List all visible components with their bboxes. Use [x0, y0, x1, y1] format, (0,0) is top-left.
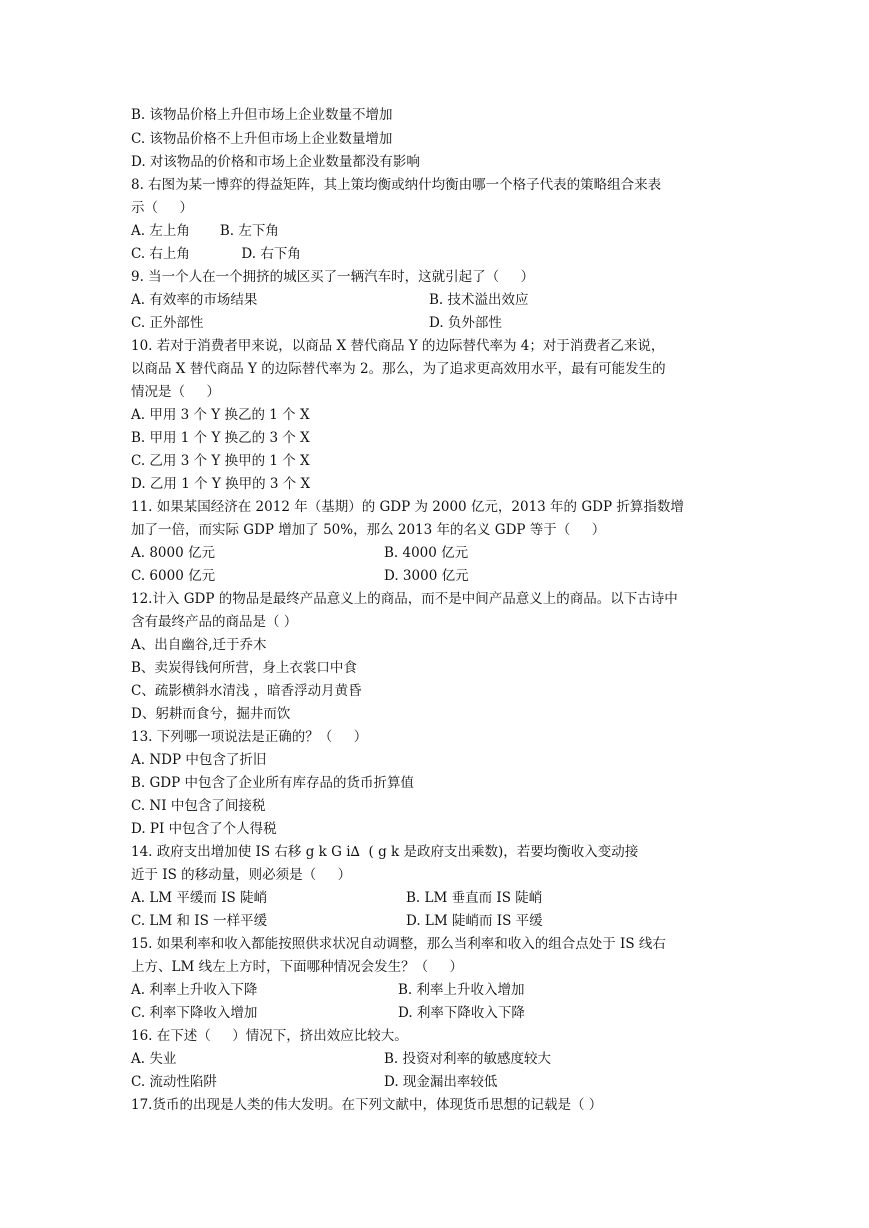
text-line: 9. 当一个人在一个拥挤的城区买了一辆汽车时，这就引起了（ ）: [131, 269, 535, 285]
text-line: 加了一倍，而实际 GDP 增加了 50%，那么 2013 年的名义 GDP 等于（ ）: [131, 522, 606, 538]
text-line: C、疏影横斜水清浅 ，暗香浮动月黄昏: [131, 683, 362, 699]
text-line: 以商品 X 替代商品 Y 的边际替代率为 2。那么，为了追求更高效用水平，最有可能发生的: [131, 361, 666, 377]
text-line: A. 失业: [131, 1051, 177, 1067]
text-line: B、卖炭得钱何所营，身上衣裳口中食: [131, 660, 357, 676]
option-right-column: B. 投资对利率的敏感度较大: [384, 1051, 552, 1067]
text-line: C. LM 和 IS 一样平缓: [131, 913, 268, 929]
option-right-column: D. 利率下降收入下降: [398, 1005, 525, 1021]
text-line: D. PI 中包含了个人得税: [131, 821, 277, 837]
text-line: 14. 政府支出增加使 IS 右移 g k G i∆ ( g k 是政府支出乘数)，若要均衡收入变动接: [131, 844, 639, 860]
text-line: A. 左上角 B. 左下角: [131, 223, 279, 239]
text-line: B. GDP 中包含了企业所有库存品的货币折算值: [131, 775, 414, 791]
text-line: A. 利率上升收入下降: [131, 982, 258, 998]
text-line: 11. 如果某国经济在 2012 年（基期）的 GDP 为 2000 亿元，2013 年的 GDP 折算指数增: [131, 499, 684, 515]
text-line: 8. 右图为某一博弈的得益矩阵，其上策均衡或纳什均衡由哪一个格子代表的策略组合来表: [131, 177, 662, 193]
text-line: C. 右上角 D. 右下角: [131, 246, 301, 262]
text-line: D. 对该物品的价格和市场上企业数量都没有影响: [131, 154, 420, 170]
option-right-column: B. 技术溢出效应: [429, 292, 529, 308]
text-line: B. 该物品价格上升但市场上企业数量不增加: [131, 107, 393, 123]
text-line: 16. 在下述（ ）情况下，挤出效应比较大。: [131, 1028, 408, 1044]
text-line: A. 甲用 3 个 Y 换乙的 1 个 X: [131, 407, 310, 423]
text-line: B. 甲用 1 个 Y 换乙的 3 个 X: [131, 430, 310, 446]
option-right-column: D. 负外部性: [429, 315, 502, 331]
text-line: A. NDP 中包含了折旧: [131, 752, 267, 768]
text-line: C. NI 中包含了间接税: [131, 798, 266, 814]
text-line: 17.货币的出现是人类的伟大发明。在下列文献中，体现货币思想的记载是（ ）: [131, 1097, 603, 1113]
text-line: A. LM 平缓而 IS 陡峭: [131, 890, 268, 906]
text-line: 15. 如果利率和收入都能按照供求状况自动调整，那么当利率和收入的组合点处于 IS 线右: [131, 936, 666, 952]
option-right-column: D. 3000 亿元: [384, 568, 469, 584]
option-right-column: D. LM 陡峭而 IS 平缓: [406, 913, 543, 929]
text-line: 含有最终产品的商品是（ ）: [131, 614, 298, 630]
text-line: C. 利率下降收入增加: [131, 1005, 258, 1021]
option-right-column: D. 现金漏出率较低: [384, 1074, 498, 1090]
text-line: 近于 IS 的移动量，则必须是（ ）: [131, 867, 352, 883]
text-line: 示（ ）: [131, 200, 193, 216]
option-right-column: B. 4000 亿元: [384, 545, 469, 561]
text-line: D. 乙用 1 个 Y 换甲的 3 个 X: [131, 476, 311, 492]
text-line: D、躬耕而食兮，掘井而饮: [131, 706, 291, 722]
option-right-column: B. LM 垂直而 IS 陡峭: [406, 890, 543, 906]
text-line: A、出自幽谷,迁于乔木: [131, 637, 267, 653]
text-line: 12.计入 GDP 的物品是最终产品意义上的商品，而不是中间产品意义上的商品。以下古诗中: [131, 591, 678, 607]
text-line: 情况是（ ）: [131, 384, 220, 400]
text-line: 上方、LM 线左上方时，下面哪种情况会发生？（ ）: [131, 959, 464, 975]
option-right-column: B. 利率上升收入增加: [398, 982, 525, 998]
text-line: C. 正外部性: [131, 315, 204, 331]
text-line: 13. 下列哪一项说法是正确的？（ ）: [131, 729, 368, 745]
text-line: C. 该物品价格不上升但市场上企业数量增加: [131, 131, 393, 147]
text-line: A. 8000 亿元: [131, 545, 215, 561]
text-line: C. 6000 亿元: [131, 568, 216, 584]
text-line: 10. 若对于消费者甲来说，以商品 X 替代商品 Y 的边际替代率为 4；对于消费者乙来说，: [131, 338, 665, 354]
text-line: A. 有效率的市场结果: [131, 292, 258, 308]
text-line: C. 流动性陷阱: [131, 1074, 217, 1090]
text-line: C. 乙用 3 个 Y 换甲的 1 个 X: [131, 453, 310, 469]
